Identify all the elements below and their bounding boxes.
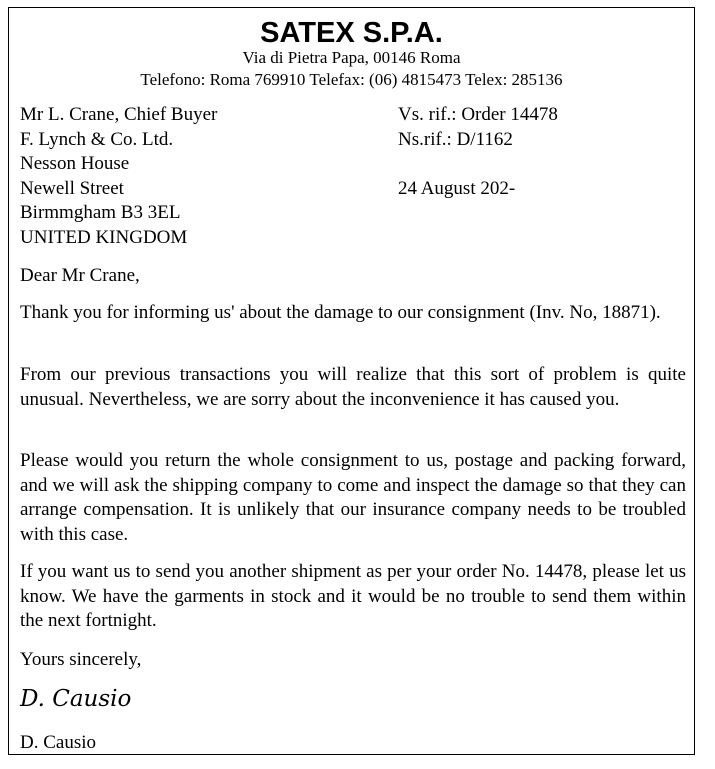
recipient-line: Birmmgham B3 3EL [20, 202, 181, 224]
typed-name: D. Causio [20, 732, 96, 753]
company-address: Via di Pietra Papa, 00146 Roma [242, 48, 461, 67]
letter-date: 24 August 202- [398, 177, 516, 199]
body-paragraph: Please would you return the whole consignment to us, postage and packing forward, and we will ask the shipping company to come and inspect the damage so that they can arrange compensation. It is unlikely that our insurance company needs to be troubled with this case. [20, 450, 686, 545]
reference-block [398, 103, 558, 201]
recipient-address-block [20, 103, 217, 251]
closing: Yours sincerely, [20, 649, 142, 670]
recipient-line: Newell Street [20, 177, 124, 199]
recipient-line: F. Lynch & Co. Ltd. [20, 128, 174, 150]
company-name: SATEX S.P.A. [260, 17, 443, 49]
your-reference: Vs. rif.: Order 14478 [398, 104, 558, 125]
body-paragraph: From our previous transactions you will realize that this sort of problem is quite unusual. Nevertheless, we are sorry about the inconvenience it has caused you. [20, 364, 686, 410]
signature: D. Causio [20, 686, 132, 712]
company-contacts: Telefono: Roma 769910 Telefax: (06) 4815473 Telex: 285136 [140, 70, 563, 89]
recipient-line: Nesson House [20, 153, 130, 175]
recipient-line: UNITED KINGDOM [20, 226, 188, 248]
recipient-line: Mr L. Crane, Chief Buyer [20, 104, 218, 125]
body-paragraph: Thank you for informing us' about the damage to our consignment (Inv. No, 18871). [20, 302, 661, 323]
our-reference: Ns.rif.: D/1162 [398, 128, 513, 150]
letter-page [8, 7, 695, 755]
salutation: Dear Mr Crane, [20, 265, 140, 286]
body-paragraph: If you want us to send you another shipment as per your order No. 14478, please let us know. We have the garments in stock and it would be no trouble to send them within the next fortnight. [20, 561, 686, 632]
